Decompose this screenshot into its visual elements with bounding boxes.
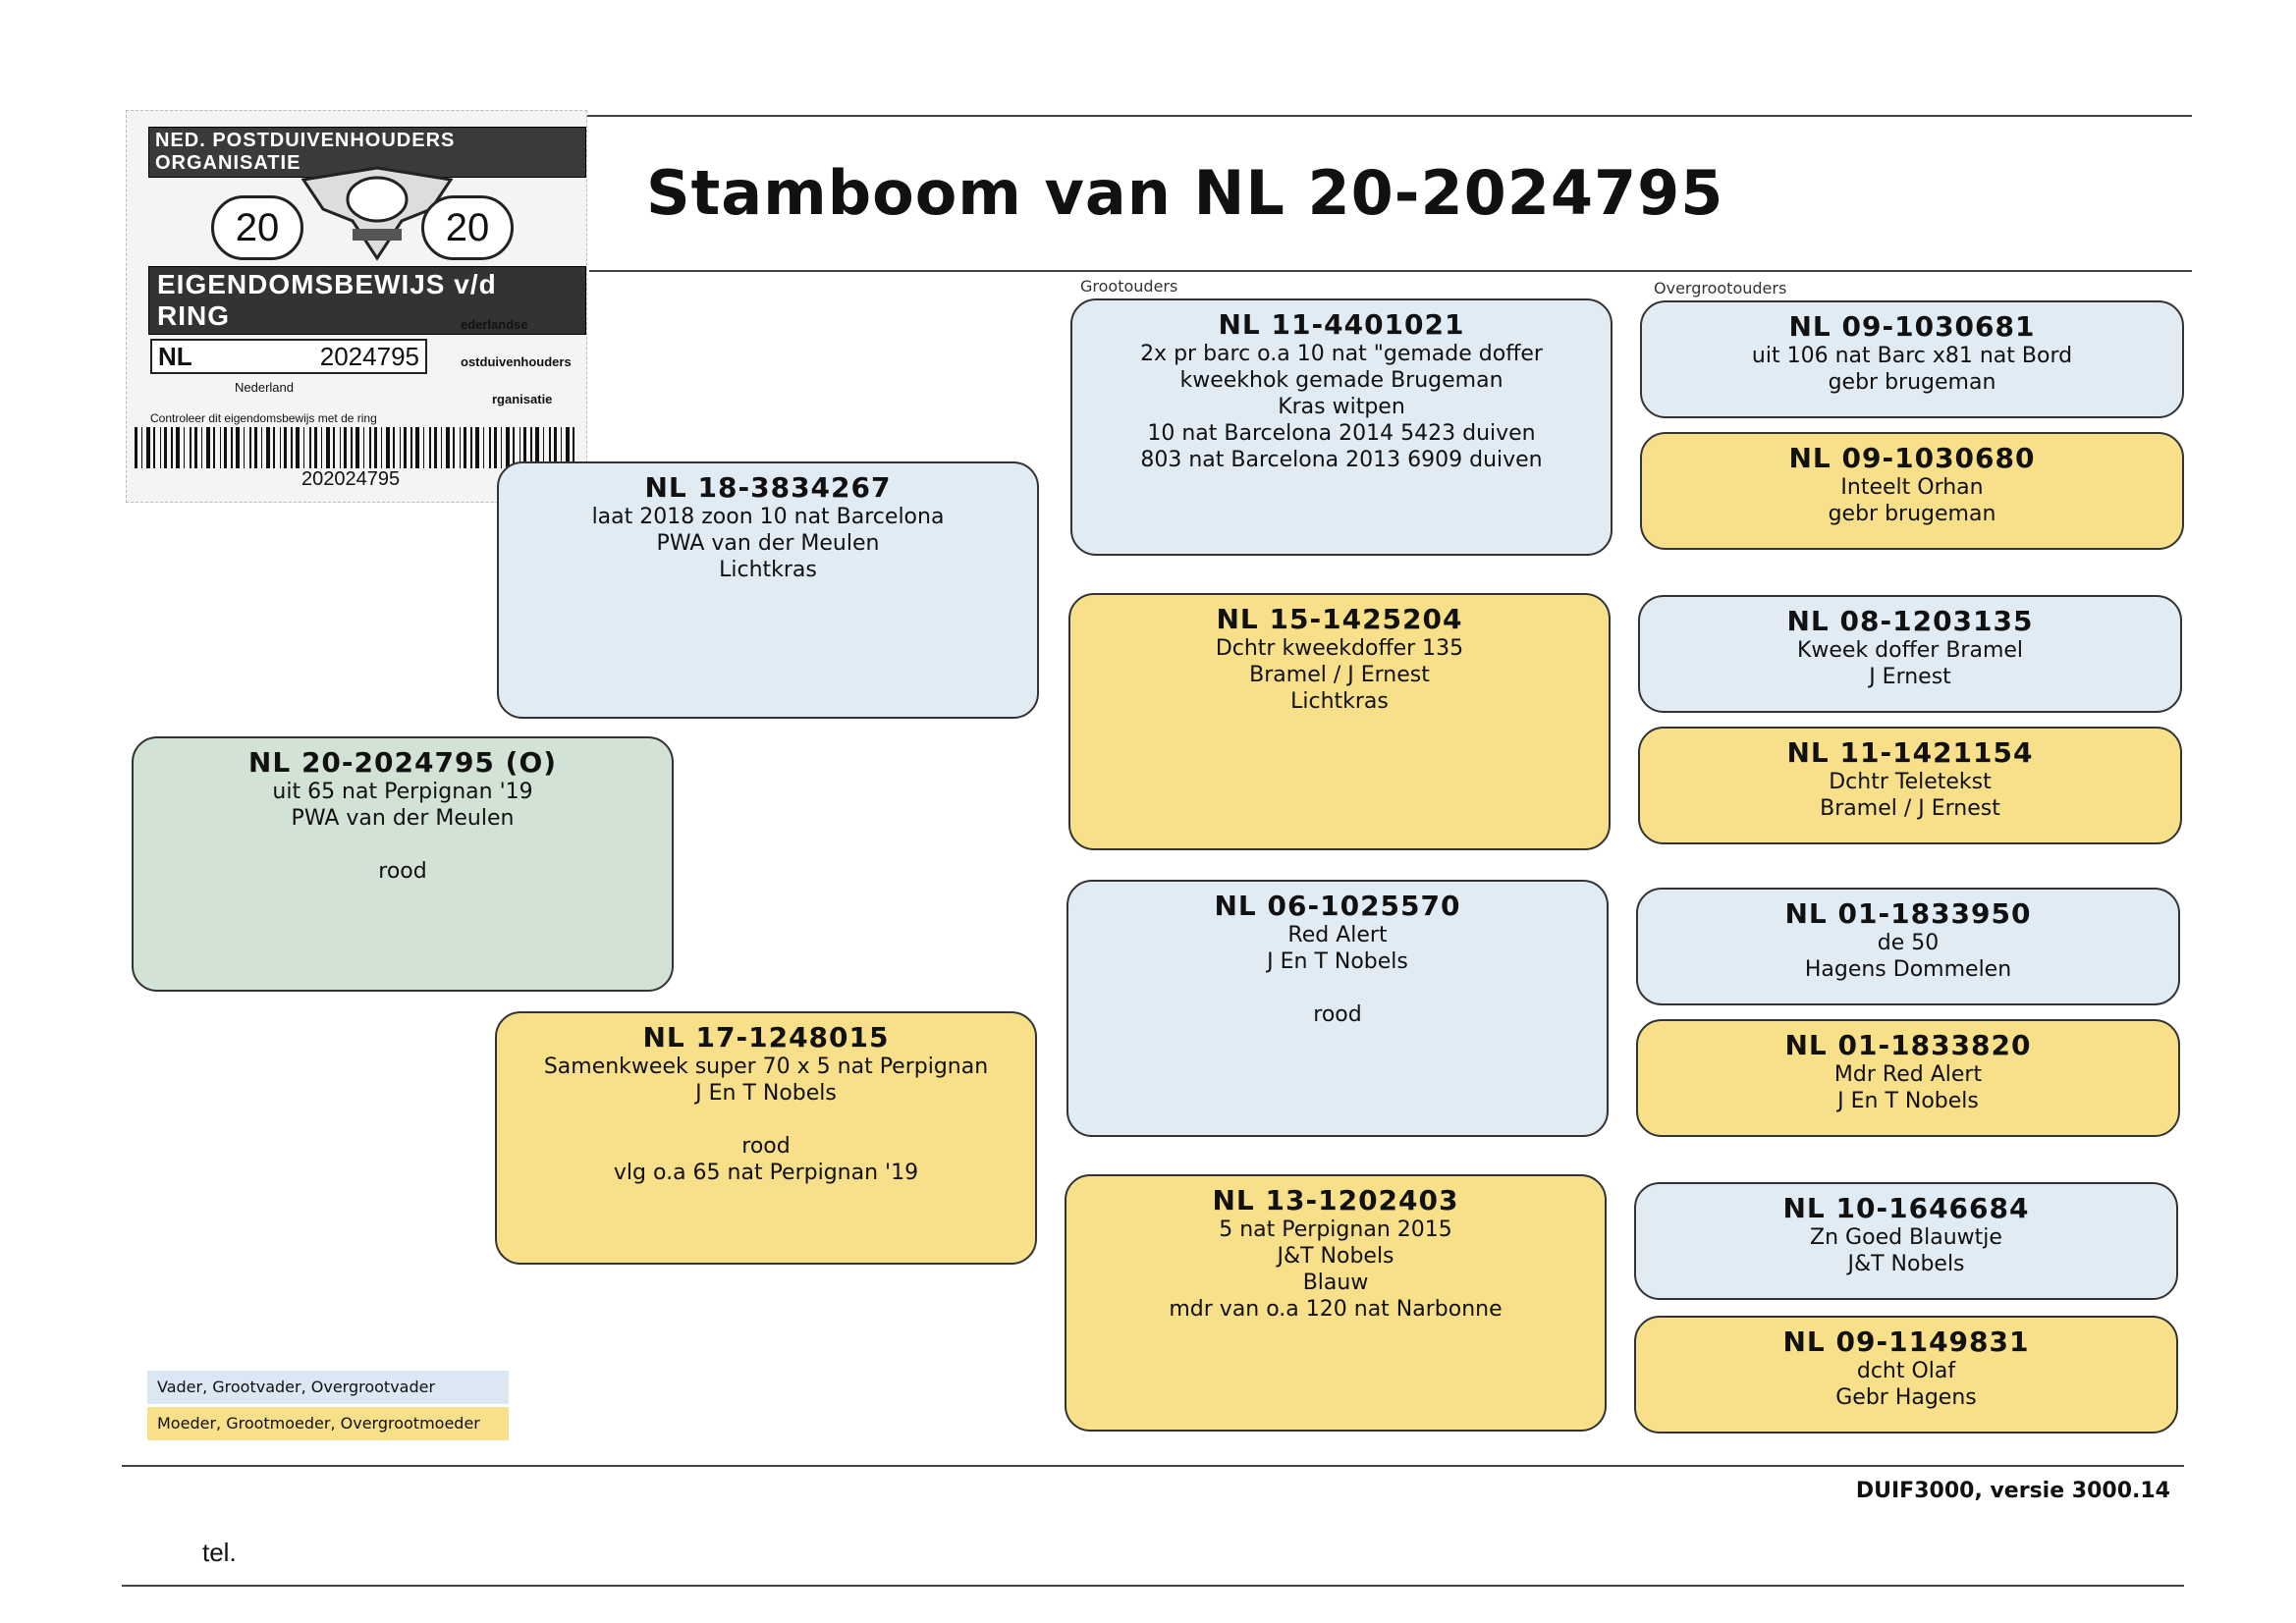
card-line: J En T Nobels xyxy=(1267,949,1408,974)
certificate-org-side-3: rganisatie xyxy=(492,392,553,406)
pedigree-card-great-grandparent xyxy=(1638,595,2182,713)
software-version: DUIF3000, versie 3000.14 xyxy=(1855,1479,2170,1503)
ring-number: NL 10-1646684 xyxy=(1782,1192,2030,1224)
legend-female: Moeder, Grootmoeder, Overgrootmoeder xyxy=(147,1407,509,1440)
certificate-barcode-number: 202024795 xyxy=(301,468,401,490)
card-line: Gebr Hagens xyxy=(1835,1385,1977,1410)
card-line: mdr van o.a 120 nat Narbonne xyxy=(1169,1297,1503,1322)
card-line: Samenkweek super 70 x 5 nat Perpignan xyxy=(543,1055,989,1079)
pedigree-card-father xyxy=(497,461,1039,719)
card-line: 10 nat Barcelona 2014 5423 duiven xyxy=(1147,421,1536,446)
ring-number: NL 09-1030681 xyxy=(1788,310,2036,343)
ring-number: NL 01-1833820 xyxy=(1784,1029,2032,1061)
card-line: 803 nat Barcelona 2013 6909 duiven xyxy=(1140,448,1543,472)
header-bottom-rule xyxy=(589,270,2192,272)
column-label-great-grandparents: Overgrootouders xyxy=(1654,279,1787,298)
card-line: gebr brugeman xyxy=(1828,370,1996,395)
card-line: Bramel / J Ernest xyxy=(1249,663,1430,687)
card-line: vlg o.a 65 nat Perpignan '19 xyxy=(613,1161,919,1185)
card-line: dcht Olaf xyxy=(1856,1359,1956,1383)
pedigree-card-great-grandparent xyxy=(1634,1182,2178,1300)
pedigree-card-great-grandparent xyxy=(1640,432,2184,550)
ring-number: NL 09-1030680 xyxy=(1788,442,2036,474)
certificate-org-side-2: ostduivenhouders xyxy=(461,354,572,369)
certificate-org-side-1: ederlandse xyxy=(461,317,528,332)
card-line: rood xyxy=(741,1134,791,1159)
card-line: laat 2018 zoon 10 nat Barcelona xyxy=(591,505,945,529)
card-line: J En T Nobels xyxy=(695,1081,837,1106)
card-line: Zn Goed Blauwtje xyxy=(1810,1225,2002,1250)
card-line: Lichtkras xyxy=(719,558,817,582)
tel-label: tel. xyxy=(202,1538,237,1567)
card-line: Kweek doffer Bramel xyxy=(1796,638,2024,663)
card-line: de 50 xyxy=(1877,931,1940,955)
card-line: rood xyxy=(378,859,427,884)
pedigree-card-great-grandparent xyxy=(1634,1316,2178,1434)
card-line: Inteelt Orhan xyxy=(1840,475,1984,500)
card-line: Blauw xyxy=(1302,1271,1369,1295)
pedigree-card-great-grandparent xyxy=(1636,888,2180,1005)
ring-number: NL 08-1203135 xyxy=(1786,605,2034,637)
card-line: kweekhok gemade Brugeman xyxy=(1179,368,1503,393)
card-line: rood xyxy=(1313,1002,1362,1027)
ring-number: NL 09-1149831 xyxy=(1782,1325,2030,1358)
certificate-title: EIGENDOMSBEWIJS v/d RING xyxy=(148,266,586,335)
ring-number: NL 20-2024795 (O) xyxy=(247,746,558,779)
card-line: J Ernest xyxy=(1869,665,1951,689)
certificate-country-code: NL xyxy=(158,342,192,371)
pedigree-card-great-grandparent xyxy=(1636,1019,2180,1137)
pedigree-card-subject xyxy=(132,736,674,992)
ring-number: NL 06-1025570 xyxy=(1214,890,1461,922)
pedigree-card-grandmother-maternal xyxy=(1065,1174,1607,1432)
card-line: PWA van der Meulen xyxy=(291,806,515,831)
pedigree-card-grandfather-maternal xyxy=(1066,880,1609,1137)
card-line: uit 106 nat Barc x81 nat Bord xyxy=(1751,344,2073,368)
card-line: 2x pr barc o.a 10 nat "gemade doffer xyxy=(1140,342,1543,366)
card-line: Bramel / J Ernest xyxy=(1820,796,2000,821)
card-line: J En T Nobels xyxy=(1837,1089,1979,1113)
certificate-ring-number: 2024795 xyxy=(319,342,419,371)
ring-number: NL 11-1421154 xyxy=(1786,736,2034,769)
ring-number: NL 17-1248015 xyxy=(642,1021,890,1054)
certificate-year-right: 20 xyxy=(421,195,514,260)
ring-certificate xyxy=(126,110,587,503)
legend-male: Vader, Grootvader, Overgrootvader xyxy=(147,1371,509,1404)
certificate-org: NED. POSTDUIVENHOUDERS ORGANISATIE xyxy=(148,127,586,178)
card-line: Red Alert xyxy=(1287,923,1388,947)
footer-top-rule xyxy=(122,1465,2184,1467)
certificate-country: Nederland xyxy=(235,380,294,395)
ring-number: NL 15-1425204 xyxy=(1216,603,1463,635)
card-line: 5 nat Perpignan 2015 xyxy=(1219,1217,1452,1242)
card-line: Lichtkras xyxy=(1290,689,1389,714)
card-line: Kras witpen xyxy=(1278,395,1405,419)
card-line: J&T Nobels xyxy=(1847,1252,1965,1276)
card-line: gebr brugeman xyxy=(1828,502,1996,526)
column-label-grandparents: Grootouders xyxy=(1080,277,1178,296)
card-line: uit 65 nat Perpignan '19 xyxy=(272,780,533,804)
ring-number: NL 13-1202403 xyxy=(1212,1184,1459,1217)
certificate-check-text: Controleer dit eigendomsbewijs met de ring xyxy=(150,411,377,425)
pedigree-card-grandfather-paternal xyxy=(1070,298,1613,556)
card-line: J&T Nobels xyxy=(1277,1244,1394,1269)
certificate-year-left: 20 xyxy=(211,195,303,260)
pedigree-card-grandmother-paternal xyxy=(1068,593,1611,850)
pedigree-card-great-grandparent xyxy=(1638,727,2182,844)
ring-number: NL 01-1833950 xyxy=(1784,897,2032,930)
card-line: PWA van der Meulen xyxy=(656,531,880,556)
page-title: Stamboom van NL 20-2024795 xyxy=(646,157,1724,229)
card-line: Hagens Dommelen xyxy=(1804,957,2012,982)
card-line: Dchtr kweekdoffer 135 xyxy=(1215,636,1464,661)
pedigree-card-great-grandparent xyxy=(1640,300,2184,418)
ring-number: NL 18-3834267 xyxy=(644,471,892,504)
pedigree-card-mother xyxy=(495,1011,1037,1265)
card-line: Dchtr Teletekst xyxy=(1829,770,1992,794)
ring-number: NL 11-4401021 xyxy=(1218,308,1465,341)
footer-bottom-rule xyxy=(122,1585,2184,1587)
card-line: Mdr Red Alert xyxy=(1833,1062,1983,1087)
certificate-ring-box xyxy=(150,339,427,374)
